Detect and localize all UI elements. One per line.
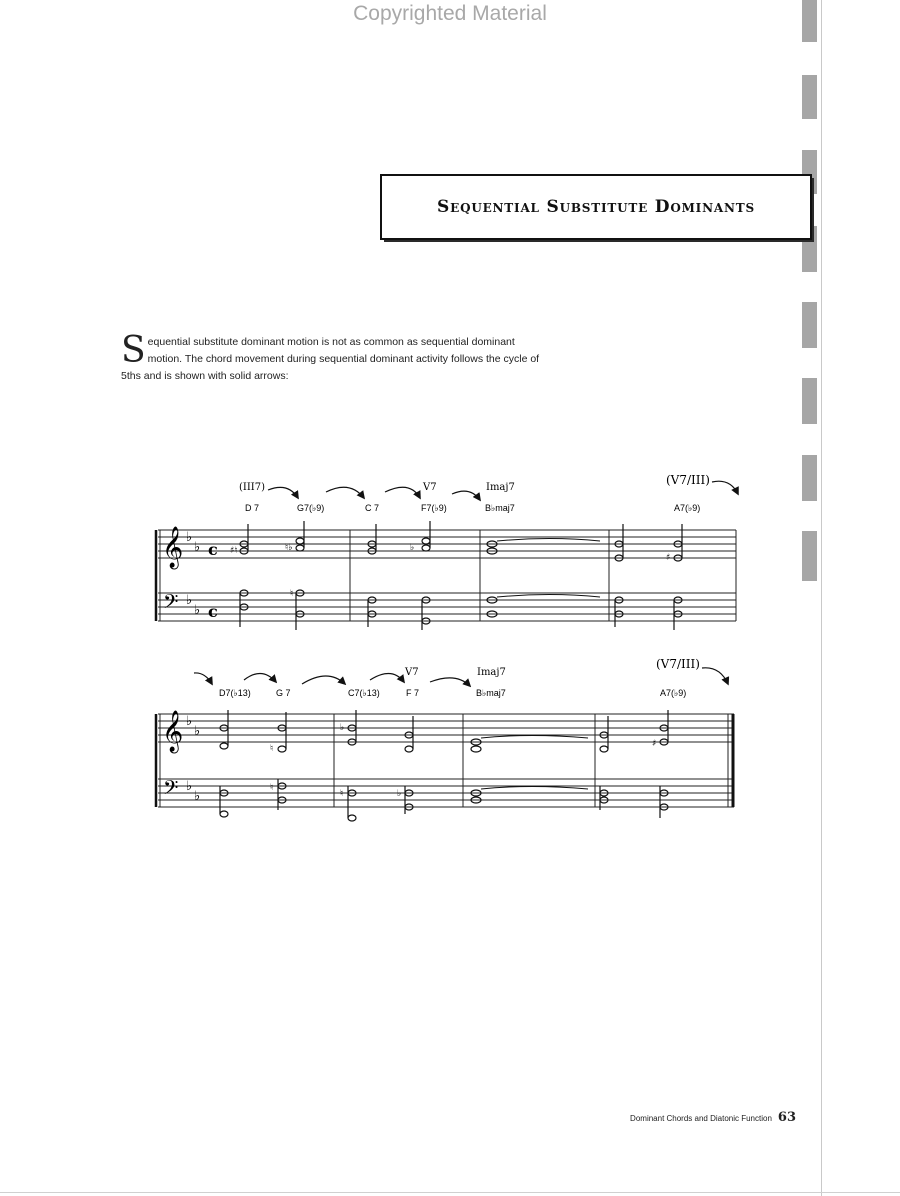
bass-clef: 𝄢 (163, 776, 179, 804)
motion-arrow (430, 678, 470, 686)
motion-arrow (194, 673, 212, 684)
note-group (220, 710, 668, 752)
chord-symbol: D 7 (245, 503, 260, 513)
motion-arrow (370, 673, 404, 682)
treble-clef: 𝄞 (162, 711, 184, 752)
function-label: Imaj7 (486, 482, 515, 493)
svg-text:♮: ♮ (340, 789, 344, 799)
drop-cap: S (121, 330, 146, 371)
svg-text:♭: ♭ (340, 723, 345, 733)
motion-arrow (302, 676, 345, 684)
svg-text:♮♭: ♮♭ (285, 543, 293, 553)
secondary-dominant-label: (V7/III) (656, 657, 700, 671)
chord-symbol: F 7 (406, 688, 420, 698)
key-signature: ♭ (194, 540, 201, 555)
svg-text:♭: ♭ (397, 789, 402, 799)
motion-arrow (326, 487, 364, 498)
motion-arrow (452, 491, 480, 500)
chord-symbol: B♭maj7 (485, 503, 515, 513)
time-signature: c (208, 602, 218, 621)
page-number: 63 (777, 1110, 796, 1125)
motion-arrow (268, 487, 298, 498)
svg-text:♯: ♯ (666, 553, 671, 563)
secondary-dominant-label: (V7/III) (666, 473, 710, 487)
svg-text:♯: ♯ (652, 739, 657, 749)
section-title: Sequential Substitute Dominants (437, 197, 755, 217)
bass-staff (158, 779, 734, 807)
chord-symbol: B♭maj7 (476, 688, 506, 698)
function-label: V7 (423, 482, 437, 493)
motion-arrow (702, 668, 728, 684)
note-group (240, 590, 682, 630)
intro-text: equential substitute dominant motion is not as common as sequential dominant motion. The chord movement during sequential dominant activity follows the cycle of 5ths and is shown with solid arrows: (121, 336, 540, 382)
key-signature: ♭ (186, 714, 193, 729)
note-group (240, 521, 682, 561)
motion-arrow (244, 673, 276, 682)
chord-symbol: A7(♭9) (674, 503, 701, 513)
key-signature: ♭ (194, 789, 201, 804)
page-bottom-rule (0, 1192, 900, 1193)
svg-text:♯♮: ♯♮ (230, 546, 238, 556)
chord-symbol: G 7 (276, 688, 291, 698)
function-label: (III7) (239, 482, 266, 493)
treble-staff (158, 714, 734, 742)
treble-clef: 𝄞 (162, 527, 184, 568)
bass-clef: 𝄢 (163, 590, 179, 618)
system-1 (156, 473, 738, 630)
motion-arrow (385, 487, 420, 498)
chord-symbol: G7(♭9) (297, 503, 325, 513)
running-head: Dominant Chords and Diatonic Function (630, 1114, 772, 1123)
chord-symbol: A7(♭9) (660, 688, 687, 698)
svg-text:♮: ♮ (290, 589, 294, 599)
motion-arrow (712, 481, 738, 494)
svg-text:♭: ♭ (410, 543, 415, 553)
key-signature: ♭ (186, 779, 193, 794)
system-2 (156, 657, 734, 821)
key-signature: ♭ (186, 530, 193, 545)
time-signature: c (208, 540, 218, 559)
key-signature: ♭ (194, 603, 201, 618)
bass-staff (158, 593, 736, 621)
key-signature: ♭ (194, 724, 201, 739)
page-footer (630, 1110, 796, 1125)
svg-text:♮: ♮ (270, 783, 274, 793)
function-label: V7 (405, 667, 419, 678)
watermark: Copyrighted Material (353, 2, 547, 25)
function-label: Imaj7 (477, 667, 506, 678)
chord-symbol: C7(♭13) (348, 688, 380, 698)
chord-symbol: C 7 (365, 503, 380, 513)
svg-text:♮: ♮ (270, 744, 274, 754)
chord-symbol: D7(♭13) (219, 688, 251, 698)
chord-symbol: F7(♭9) (421, 503, 447, 513)
key-signature: ♭ (186, 593, 193, 608)
